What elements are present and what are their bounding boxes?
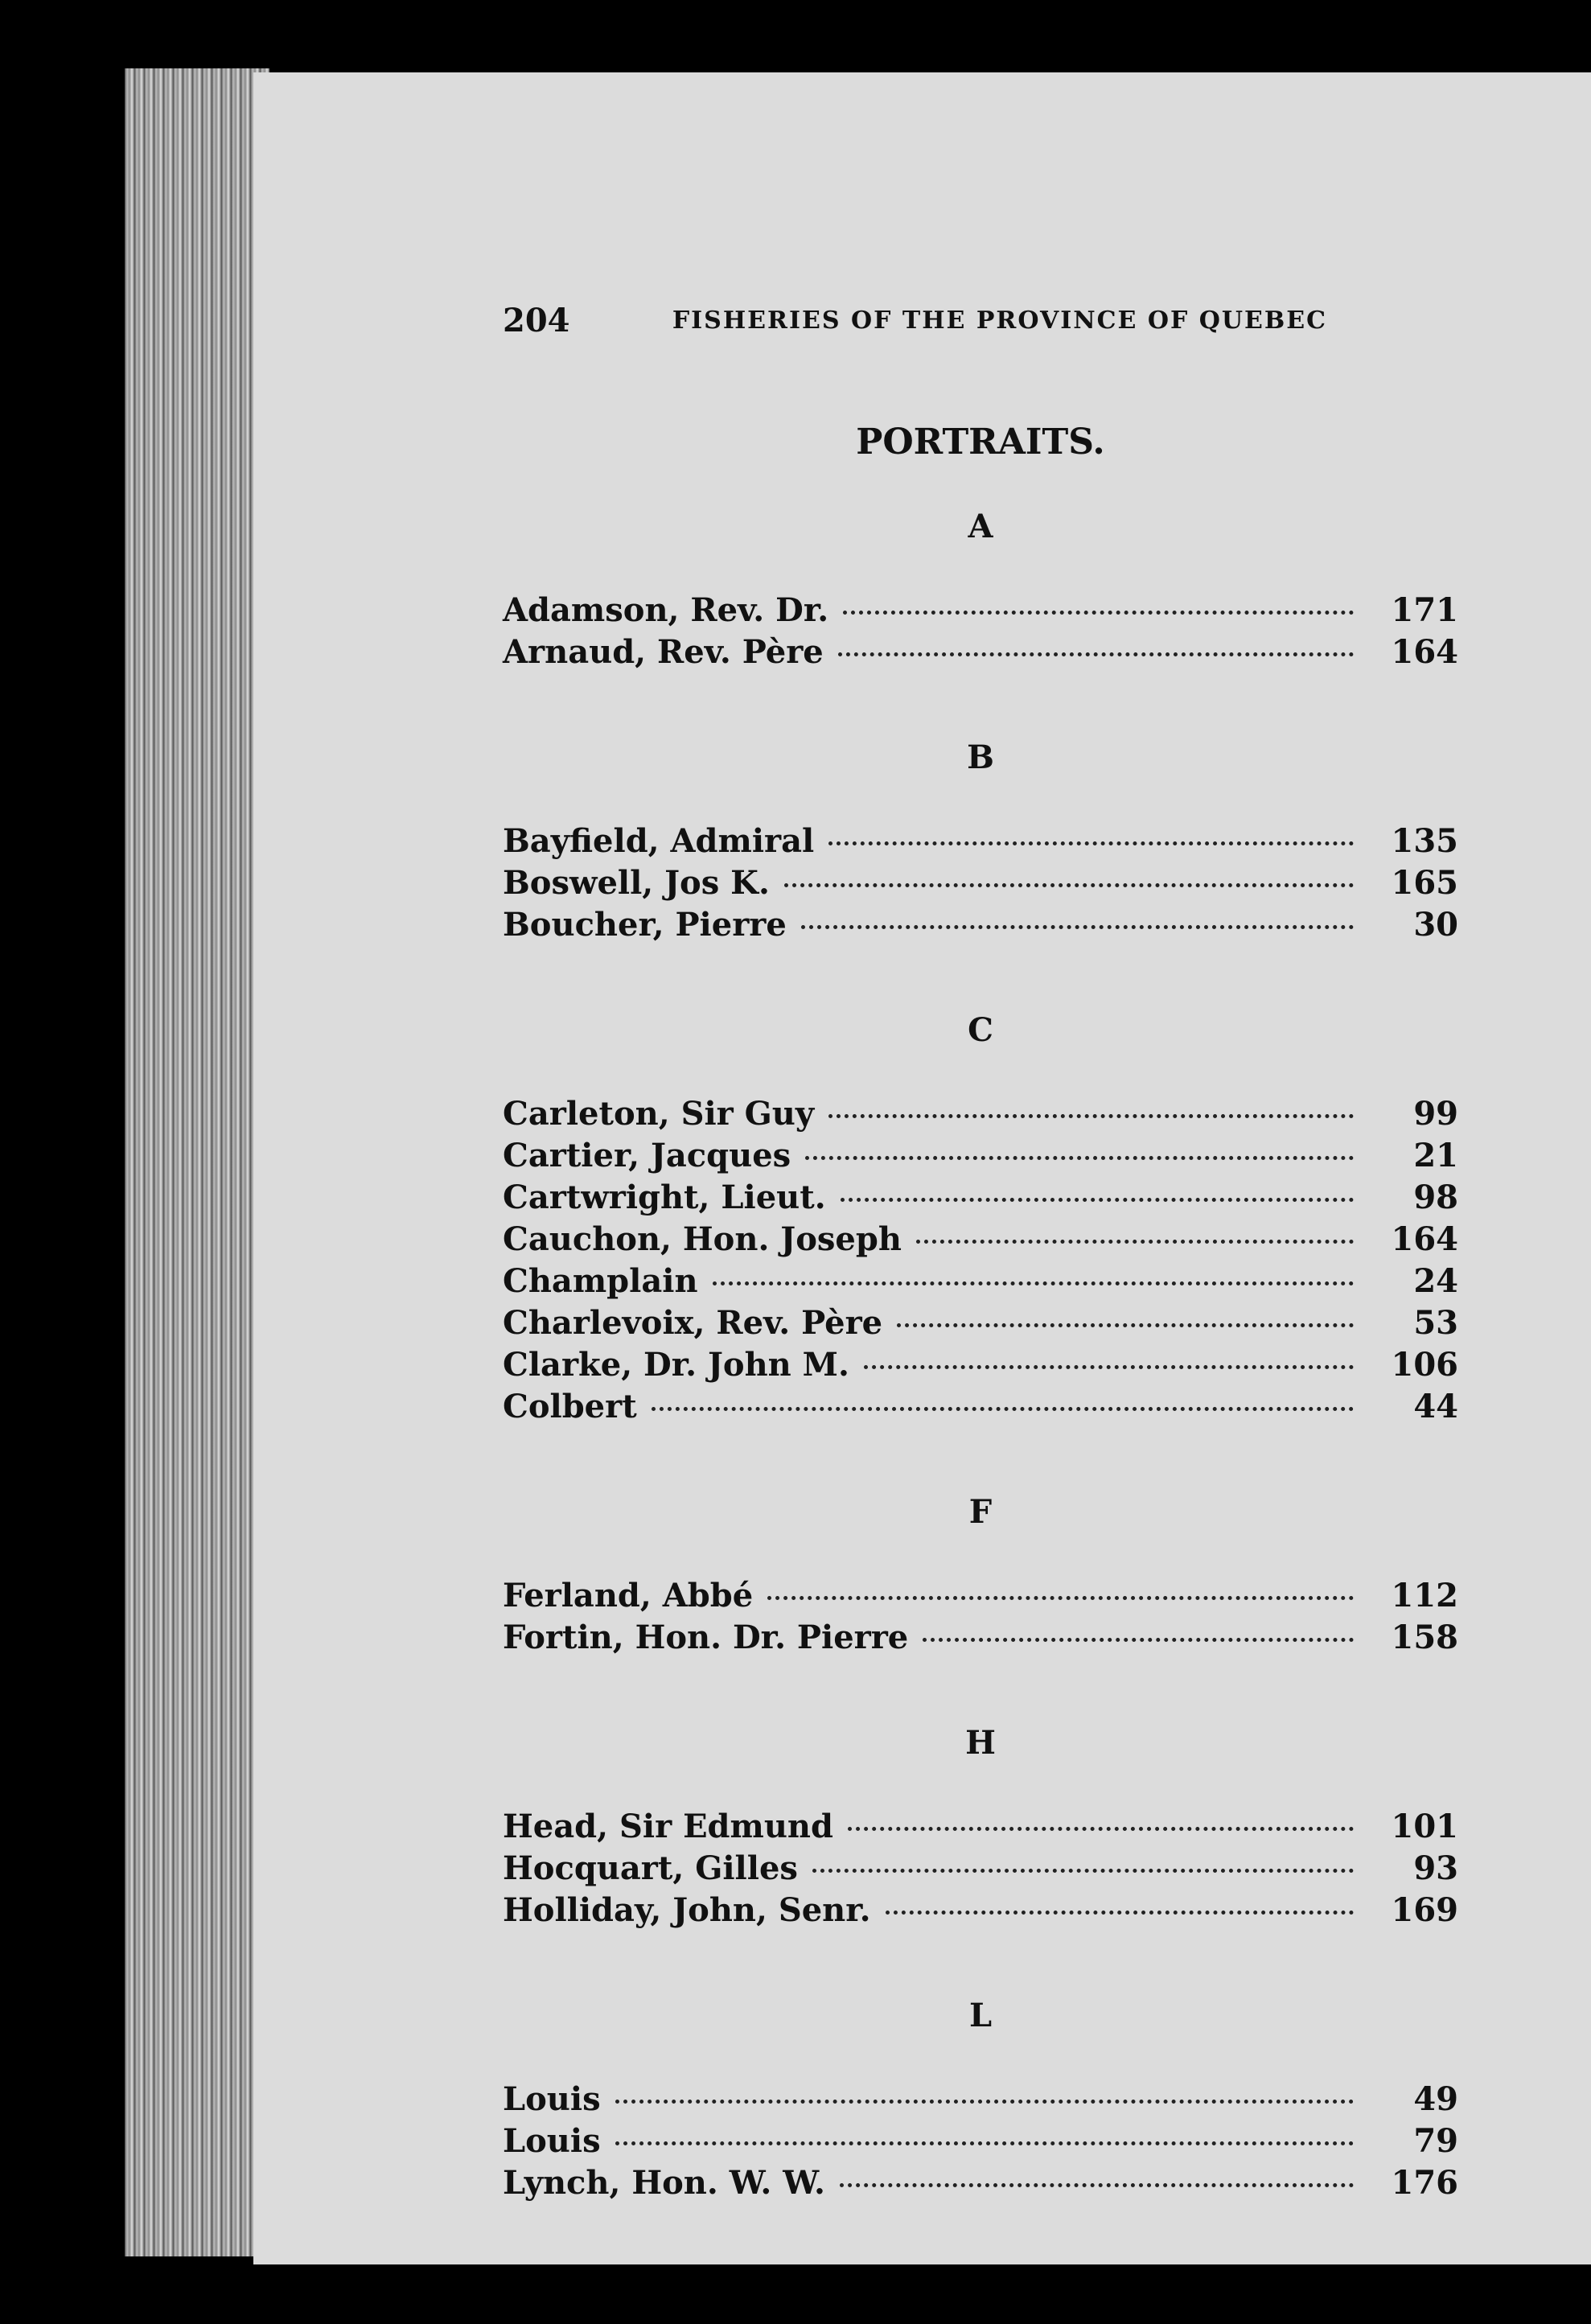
dot-leader [805, 1156, 1354, 1160]
index-entry [503, 1848, 1458, 1890]
entry-name: Bayfield, Admiral [503, 822, 815, 860]
index-entry [503, 1219, 1458, 1261]
entry-name: Fortin, Hon. Dr. Pierre [503, 1619, 909, 1656]
entry-page-number: 158 [1391, 1619, 1458, 1656]
entry-page-number: 30 [1413, 906, 1458, 944]
entry-page-number: 169 [1391, 1891, 1458, 1929]
dot-leader [848, 1827, 1354, 1831]
dot-leader [767, 1596, 1354, 1600]
entry-page-number: 164 [1391, 633, 1458, 671]
entry-name: Cartwright, Lieut. [503, 1178, 826, 1216]
dot-leader [828, 841, 1354, 845]
entry-page-number: 106 [1391, 1346, 1458, 1384]
entry-name: Cauchon, Hon. Joseph [503, 1220, 902, 1258]
entry-name: Boswell, Jos K. [503, 864, 770, 902]
index-entry [503, 590, 1458, 631]
group-letter: B [967, 738, 994, 776]
dot-leader [615, 2100, 1354, 2104]
index-entry [503, 1093, 1458, 1135]
index-entry [503, 1890, 1458, 1931]
entry-name: Head, Sir Edmund [503, 1808, 833, 1845]
dot-leader [897, 1323, 1354, 1327]
index-entry [503, 862, 1458, 904]
dot-leader [801, 925, 1354, 929]
index-entry [503, 821, 1458, 862]
index-entry [503, 1135, 1458, 1177]
index-entry [503, 1575, 1458, 1617]
entry-page-number: 44 [1413, 1388, 1458, 1425]
index-entry [503, 1617, 1458, 1659]
dot-leader [615, 2141, 1354, 2145]
dot-leader [840, 2183, 1354, 2187]
group-letter: H [965, 1724, 996, 1762]
index-group [503, 734, 1458, 946]
index-entry [503, 1386, 1458, 1428]
entry-page-number: 98 [1413, 1178, 1458, 1216]
index-entry [503, 1177, 1458, 1219]
entry-page-number: 49 [1413, 2080, 1458, 2118]
entry-page-number: 53 [1413, 1304, 1458, 1342]
index-group [503, 1992, 1458, 2204]
entry-name: Adamson, Rev. Dr. [503, 591, 829, 629]
entry-page-number: 165 [1391, 864, 1458, 902]
entry-name: Ferland, Abbé [503, 1577, 754, 1614]
entry-page-number: 79 [1413, 2122, 1458, 2160]
entry-name: Louis [503, 2080, 601, 2118]
index-entry [503, 1344, 1458, 1386]
running-head [503, 302, 1327, 350]
dot-leader [923, 1638, 1354, 1642]
entry-page-number: 176 [1391, 2164, 1458, 2202]
entry-name: Champlain [503, 1262, 698, 1300]
entry-page-number: 164 [1391, 1220, 1458, 1258]
index-entry [503, 2120, 1458, 2162]
entry-name: Louis [503, 2122, 601, 2160]
index-entry [503, 1806, 1458, 1848]
index-entry [503, 1302, 1458, 1344]
page-number: 204 [503, 302, 570, 339]
entry-name: Boucher, Pierre [503, 906, 787, 944]
index-entry [503, 2162, 1458, 2204]
dot-leader [713, 1281, 1354, 1285]
entry-name: Arnaud, Rev. Père [503, 633, 824, 671]
dot-leader [838, 652, 1354, 656]
index-entry [503, 904, 1458, 946]
group-letter: L [968, 1997, 993, 2034]
dot-leader [916, 1240, 1354, 1244]
entry-page-number: 93 [1413, 1849, 1458, 1887]
index-entry [503, 2079, 1458, 2120]
entry-name: Carleton, Sir Guy [503, 1095, 815, 1133]
entry-page-number: 101 [1391, 1808, 1458, 1845]
entry-name: Holliday, John, Senr. [503, 1891, 871, 1929]
portrait-index [503, 503, 1458, 2264]
dot-leader [812, 1869, 1354, 1873]
dot-leader [828, 1114, 1354, 1118]
group-letter: F [968, 1493, 993, 1531]
dot-leader [784, 883, 1354, 887]
running-title: FISHERIES OF THE PROVINCE OF QUEBEC [672, 306, 1327, 335]
index-entry [503, 1261, 1458, 1302]
group-letter: A [968, 508, 993, 545]
entry-name: Colbert [503, 1388, 637, 1425]
entry-page-number: 99 [1413, 1095, 1458, 1133]
entry-page-number: 21 [1413, 1137, 1458, 1174]
entry-name: Charlevoix, Rev. Père [503, 1304, 883, 1342]
index-group [503, 1719, 1458, 1931]
index-entry [503, 631, 1458, 673]
entry-page-number: 24 [1413, 1262, 1458, 1300]
dot-leader [843, 611, 1354, 615]
entry-name: Lynch, Hon. W. W. [503, 2164, 825, 2202]
dot-leader [886, 1911, 1354, 1915]
book-page-edges [125, 68, 269, 2256]
index-group [503, 503, 1458, 673]
section-title: PORTRAITS. [856, 422, 1105, 463]
dot-leader [652, 1407, 1354, 1411]
entry-page-number: 135 [1391, 822, 1458, 860]
dot-leader [864, 1365, 1354, 1369]
entry-name: Hocquart, Gilles [503, 1849, 798, 1887]
index-group [503, 1488, 1458, 1659]
index-group [503, 1006, 1458, 1428]
group-letter: C [968, 1011, 993, 1049]
entry-page-number: 171 [1391, 591, 1458, 629]
entry-page-number: 112 [1391, 1577, 1458, 1614]
entry-name: Cartier, Jacques [503, 1137, 791, 1174]
dot-leader [841, 1198, 1354, 1202]
entry-name: Clarke, Dr. John M. [503, 1346, 849, 1384]
